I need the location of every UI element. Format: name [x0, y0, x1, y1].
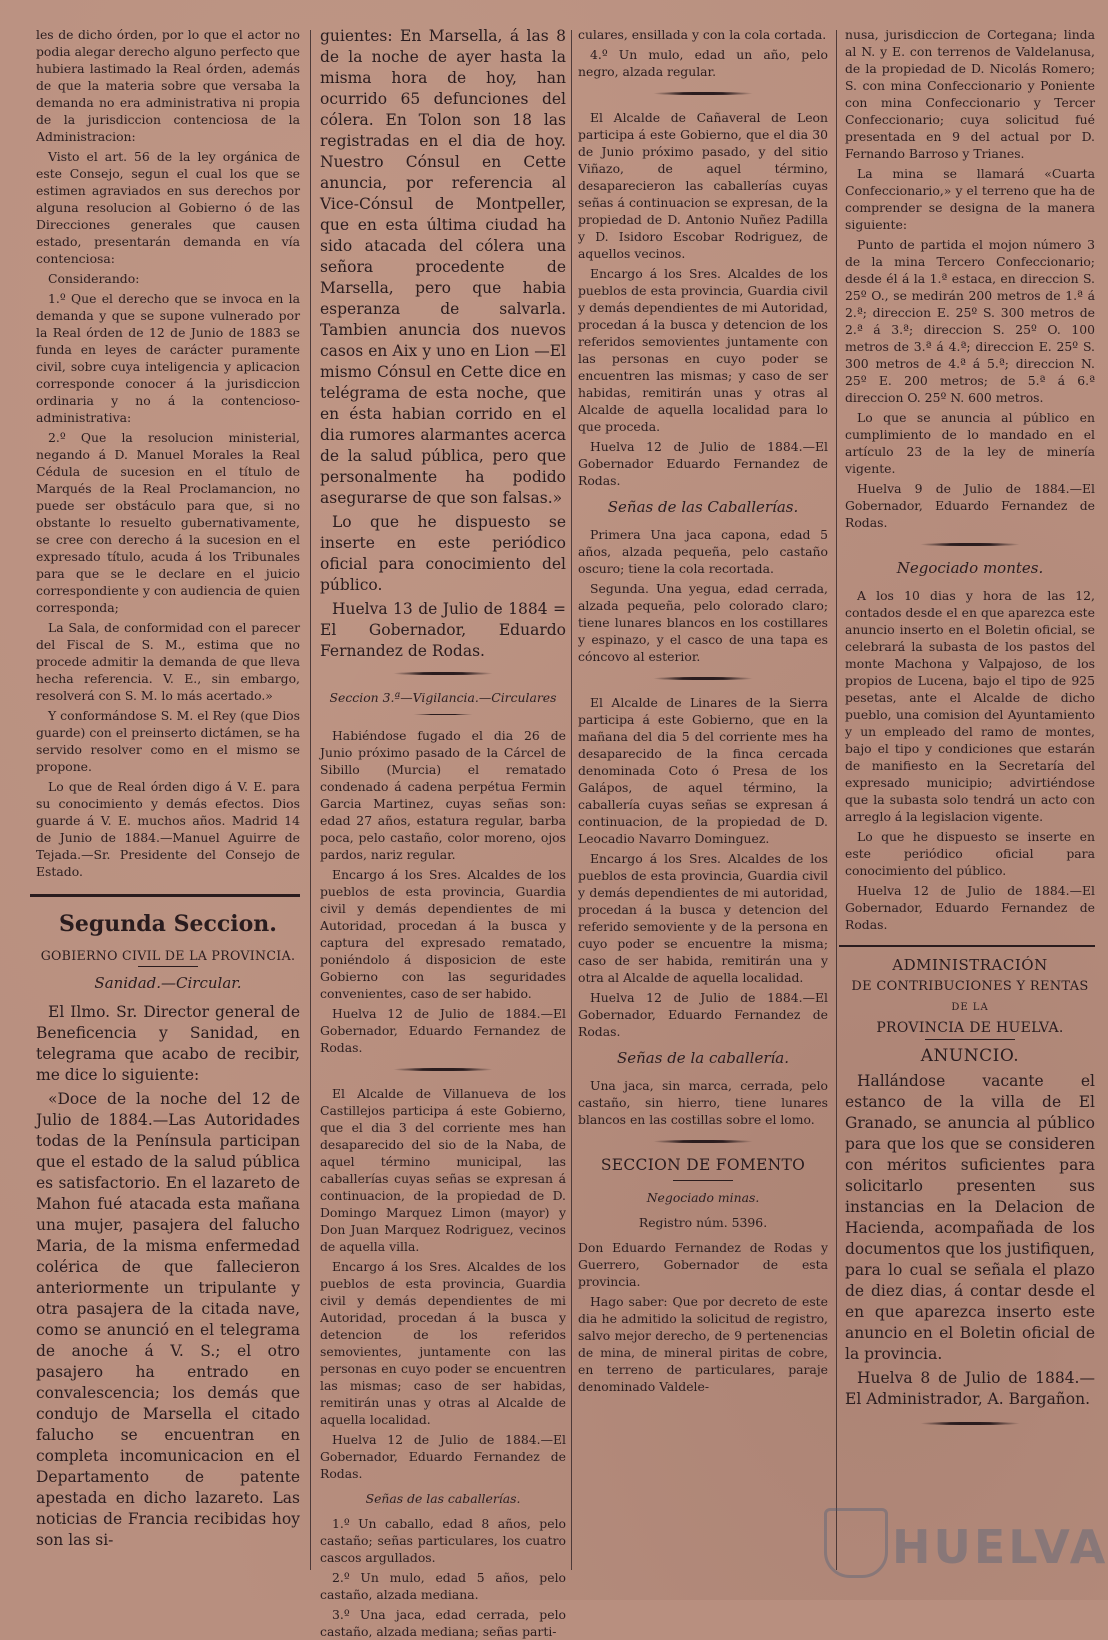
paragraph: Encargo á los Sres. Alcaldes de los pueblos de esta provincia, Guardia civil y demás dependientes de mi autoridad, procedan á la busca y detencion del referido semoviente y de la persona en cuyo poder se encuentre la misma; caso de ser habida, remitirán una y otra al Alcalde de aquella localidad.	[578, 851, 828, 985]
ornament-rule	[653, 677, 753, 680]
paragraph: Don Eduardo Fernandez de Rodas y Guerrero, Gobernador de esta provincia.	[578, 1240, 828, 1289]
paragraph: 3.º Una jaca, edad cerrada, pelo castaño, alzada mediana; señas parti-	[320, 1607, 566, 1639]
paragraph: 4.º Un mulo, edad un año, pelo negro, alzada regular.	[578, 47, 828, 79]
short-rule	[925, 1039, 1015, 1040]
paragraph: Lo que se anuncia al público en cumplimiento de lo mandado en el artículo 23 de la ley de minería vigente.	[845, 410, 1095, 476]
paragraph: El Ilmo. Sr. Director general de Beneficencia y Sanidad, en telegrama que acabo de recibir, me dice lo siguiente:	[36, 1003, 300, 1084]
montes-heading: Negociado montes.	[896, 559, 1044, 577]
paragraph: Huelva 12 de Julio de 1884.—El Gobernador, Eduardo Fernandez de Rodas.	[320, 1006, 566, 1055]
contribuciones-heading: DE CONTRIBUCIONES Y RENTAS	[851, 979, 1089, 994]
senas-heading: Señas de las caballerías.	[365, 1491, 521, 1506]
section-rule	[839, 945, 1095, 947]
section-title: Segunda Seccion.	[59, 911, 277, 937]
paragraph: Habiéndose fugado el dia 26 de Junio próximo pasado de la Cárcel de Sibillo (Murcia) el rematado condenado á cadena perpétua Fermin Garcia Martinez, cuyas señas son: edad 27 años, estatura regular, barba poca, pelo castaño, color moreno, ojos pardos, nariz regular.	[320, 728, 566, 862]
column-1	[36, 26, 300, 1590]
paragraph: Huelva 13 de Julio de 1884 = El Gobernador, Eduardo Fernandez de Rodas.	[320, 600, 566, 660]
ornament-rule	[653, 92, 753, 95]
paragraph: Una jaca, sin marca, cerrada, pelo castaño, sin hierro, tiene lunares blancos en las costillas sobre el lomo.	[578, 1078, 828, 1127]
ornament-rule	[653, 1140, 753, 1143]
paragraph: Huelva 9 de Julio de 1884.—El Gobernador, Eduardo Fernandez de Rodas.	[845, 481, 1095, 530]
short-rule	[413, 714, 473, 715]
paragraph: Lo que de Real órden digo á V. E. para su conocimiento y demás efectos. Dios guarde á V. E. muchos años. Madrid 14 de Junio de 1884.—Manuel Aguirre de Tejada.—Sr. Presidente del Consejo de Estado.	[36, 779, 300, 879]
paragraph: Segunda. Una yegua, edad cerrada, alzada pequeña, pelo colorado claro; tiene lunares blancos en los costillares y espinazo, y el casco de una tapa es cóncovo al esterior.	[578, 581, 828, 664]
registro-number: Registro núm. 5396.	[638, 1215, 768, 1230]
paragraph: Hago saber: Que por decreto de este dia he admitido la solicitud de registro, salvo mejor derecho, de 9 pertenencias de mina, de mineral piritas de cobre, en terreno de particulares, paraje denominado Valdele-	[578, 1294, 828, 1394]
sanidad-heading: Sanidad.—Circular.	[94, 974, 242, 992]
paragraph: A los 10 dias y hora de las 12, contados desde el en que aparezca este anuncio inserto en el Boletin oficial, se celebrará la subasta de los pastos del monte Machona y Valpajoso, de los propios de Lucena, bajo el tipo de 925 pesetas, ante el Alcalde de dicho pueblo, una comision del Ayuntamiento y un empleado del ramo de montes, bajo el tipo y condiciones que estarán de manifiesto en la Secretaría del expresado municipio; advirtiéndose que la subasta solo tendrá un acto con arreglo á la legislacion vigente.	[845, 588, 1095, 824]
shield-icon	[824, 1508, 888, 1578]
paragraph: Huelva 12 de Julio de 1884.—El Gobernador Eduardo Fernandez de Rodas.	[578, 439, 828, 488]
paragraph: Y conformándose S. M. el Rey (que Dios guarde) con el preinserto dictámen, se ha servido resolver como en el mismo se propone.	[36, 708, 300, 774]
paragraph: nusa, jurisdiccion de Cortegana; linda al N. y E. con terrenos de Valdelanusa, de la propiedad de D. Nicolás Romero; S. con mina Confeccionario y Poniente con mina Confeccionario y Tercer Confeccionario; cuya solicitud fué presentada en 9 del actual por D. Fernando Barroso y Trianes.	[845, 27, 1095, 161]
column-3	[578, 26, 828, 1590]
column-2	[320, 26, 566, 1639]
paragraph: Hallándose vacante el estanco de la villa de El Granado, se anuncia al público para que los que se consideren con méritos suficientes para solicitarlo presenten sus instancias en la Delacion de Hacienda, acompañada de los documentos que los justifiquen, para lo cual se señala el plazo de diez dias, á contar desde el en que aparezca inserto este anuncio en el Boletin oficial de la provincia.	[845, 1072, 1095, 1363]
paragraph: Primera Una jaca capona, edad 5 años, alzada pequeña, pelo castaño oscuro; tiene la cola recortada.	[578, 527, 828, 576]
paragraph: El Alcalde de Villanueva de los Castillejos participa á este Gobierno, que el dia 3 del corriente mes han desaparecido del sio de la Naba, de aquel término municipal, las caballerías cuyas señas se expresan á continuacion, de la propiedad de D. Domingo Marquez Limon (mayor) y Don Juan Marquez Rodriguez, vecinos de aquella villa.	[320, 1086, 566, 1254]
paragraph: Huelva 12 de Julio de 1884.—El Gobernador, Eduardo Fernandez de Rodas.	[320, 1432, 566, 1481]
column-divider	[836, 30, 837, 1570]
paragraph: Considerando:	[48, 271, 140, 286]
paragraph: les de dicho órden, por lo que el actor no podia alegar derecho alguno perfecto que hubiera lastimado la Real órden, además de que la materia sobre que versaba la demanda no era administrativa ni propia de la jurisdiccion contenciosa de la Administracion:	[36, 27, 300, 144]
seccion3-heading: Seccion 3.ª—Vigilancia.—Circulares	[329, 690, 557, 705]
gobierno-heading: GOBIERNO CIVIL DE LA PROVINCIA.	[40, 948, 296, 963]
paragraph: Punto de partida el mojon número 3 de la mina Tercero Confeccionario; desde él á la 1.ª estaca, en direccion S. 25º O., se medirán 200 metros de 1.ª á 2.ª; direccion E. 25º S. 300 metros de 2.ª á 3.ª; direccion S. 25º O. 100 metros de 3.ª á 4.ª; direccion E. 25º S. 300 metros de 4.ª á 5.ª; direccion N. 25º E. 200 metros; de 5.ª á 6.ª direccion O. 25º N. 600 metros.	[845, 237, 1095, 405]
paragraph: Encargo á los Sres. Alcaldes de los pueblos de esta provincia, Guardia civil y demás dependientes de mi Autoridad, procedan á la busca y detencion de los referidos semovientes, juntamente con las personas en cuyo poder se encuentren las mismas; caso de ser habidas, remitirán unas y otras al Alcalde de aquella localidad.	[320, 1259, 566, 1427]
paragraph: El Alcalde de Cañaveral de Leon participa á este Gobierno, que el dia 30 de Junio próximo pasado, y del sitio Viñazo, de aquel término, desaparecieron las caballerías cuyas señas á continuacion se expresan, de la propiedad de D. Antonio Nuñez Padilla y D. Isidoro Escobar Rodriguez, de aquellos vecinos.	[578, 110, 828, 261]
paragraph: Lo que he dispuesto se inserte en este periódico oficial para conocimiento del público.	[320, 513, 566, 594]
column-divider	[310, 30, 311, 1570]
provincia-heading: PROVINCIA DE HUELVA.	[876, 1020, 1064, 1036]
paragraph: 1.º Que el derecho que se invoca en la demanda y que se supone vulnerado por la Real órden de 12 de Junio de 1883 se funda en leyes de carácter puramente civil, sobre cuya inteligencia y aplicacion corresponde conocer á la jurisdiccion ordinaria y no á la contencioso-administrativa:	[36, 291, 300, 425]
column-divider	[571, 30, 572, 1570]
minas-heading: Negociado minas.	[646, 1190, 760, 1205]
administracion-heading: ADMINISTRACIÓN	[892, 956, 1048, 974]
paragraph: 2.º Un mulo, edad 5 años, pelo castaño, alzada mediana.	[320, 1570, 566, 1602]
senas-heading: Señas de la caballería.	[616, 1049, 790, 1067]
ornament-rule	[920, 543, 1020, 546]
paragraph: Lo que he dispuesto se inserte en este periódico oficial para conocimiento del público.	[845, 829, 1095, 878]
paragraph: La mina se llamará «Cuarta Confeccionario,» y el terreno que ha de comprender se designa de la manera siguiente:	[845, 166, 1095, 232]
ornament-rule	[393, 672, 493, 675]
ornament-rule	[393, 1068, 493, 1071]
paragraph: culares, ensillada y con la cola cortada.	[578, 27, 827, 42]
column-4	[845, 26, 1095, 1590]
paragraph: Huelva 8 de Julio de 1884.—El Administrador, A. Bargañon.	[845, 1369, 1095, 1408]
senas-heading: Señas de las Caballerías.	[607, 498, 799, 516]
short-rule	[673, 1180, 733, 1181]
paragraph: La Sala, de conformidad con el parecer del Fiscal de S. M., estima que no procede admitir la demanda de que lleva hecha referencia. V. E., sin embargo, resolverá con S. M. lo más acertado.»	[36, 620, 300, 703]
paragraph: Visto el art. 56 de la ley orgánica de este Consejo, segun el cual los que se estimen agraviados en sus derechos por alguna resolucion al Gobierno ó de las Direcciones generales que causen estado, presentarán demanda en vía contenciosa:	[36, 149, 300, 266]
watermark-text: HUELVA	[892, 1520, 1108, 1574]
de-la-heading: DE LA	[951, 1002, 989, 1013]
paragraph: 1.º Un caballo, edad 8 años, pelo castaño; señas particulares, los cuatro cascos argullados.	[320, 1516, 566, 1565]
paragraph: Encargo á los Sres. Alcaldes de los pueblos de esta provincia, Guardia civil y demás dependientes de mi Autoridad, procedan á la busca y captura del expresado rematado, poniéndolo á disposicion de este Gobierno con las seguridades convenientes, caso de ser habido.	[320, 867, 566, 1001]
paragraph: guientes: En Marsella, á las 8 de la noche de ayer hasta la misma hora de hoy, han ocurrido 65 defunciones del cólera. En Tolon son 18 las registradas en el dia de hoy. Nuestro Cónsul en Cette anuncia, por referencia al Vice-Cónsul de Montpeller, que en esta última ciudad ha sido atacada del cólera una señora procedente de Marsella, pero que habia esperanza de salvarla. Tambien anuncia dos nuevos casos en Aix y uno en Lion —El mismo Cónsul en Cette dice en telégrama de esta noche, que en ésta habian corrido en el dia rumores alarmantes acerca de la salud pública, pero que personalmente ha podido asegurarse de que son falsas.»	[320, 27, 566, 507]
paragraph: El Alcalde de Linares de la Sierra participa á este Gobierno, que en la mañana del dia 5 del corriente mes ha desaparecido de la finca cercada denominada Coto ó Presa de los Galápos, de aquel término, la caballería cuyas señas se expresan á continuacion, de la propiedad de D. Leocadio Navarro Dominguez.	[578, 695, 828, 846]
short-rule	[138, 966, 198, 967]
paragraph: Encargo á los Sres. Alcaldes de los pueblos de esta provincia, Guardia civil y demás dependientes de mi Autoridad, procedan á la busca y detencion de los referidos semovientes juntamente con las personas en cuyo poder se encuentren las mismas; y caso de ser habidas, remitirán unas y otras al Alcalde de aquella localidad para lo que proceda.	[578, 266, 828, 434]
section-rule	[30, 894, 300, 897]
paragraph: 2.º Que la resolucion ministerial, negando á D. Manuel Morales la Real Cédula de sucesion en el título de Marqués de la Real Proclamancion, no puede ser obstáculo para que, si no obstante lo resuelto gubernativamente, se cree con derecho á la sucesion en el expresado título, acuda á los Tribunales para que se le declare en el juicio correspondiente y con audiencia de quien corresponda;	[36, 430, 300, 615]
anuncio-heading: ANUNCIO.	[920, 1046, 1020, 1066]
fomento-heading: SECCION DE FOMENTO	[600, 1156, 806, 1174]
paragraph: Huelva 12 de Julio de 1884.—El Gobernador, Eduardo Fernandez de Rodas.	[578, 990, 828, 1039]
paragraph: Huelva 12 de Julio de 1884.—El Gobernador, Eduardo Fernandez de Rodas.	[845, 883, 1095, 932]
paragraph: «Doce de la noche del 12 de Julio de 1884.—Las Autoridades todas de la Península participan que el estado de la salud pública es satisfactorio. En el lazareto de Mahon fué atacada esta mañana una mujer, pasajera del falucho Maria, de la misma enfermedad colérica de que fallecieron anteriormente un tripulante y otra pasajera de la citada nave, como se anunció en el telegrama de anoche á V. S.; el otro pasajero ha entrado en convalescencia; los demás que condujo de Marsella el citado falucho se encuentran en completa incomunicacion en el Departamento de patente apestada en dicho lazareto. Las noticias de Francia recibidas hoy son las si-	[36, 1090, 300, 1549]
archive-watermark-logo	[822, 1500, 1108, 1580]
ornament-rule	[920, 1422, 1020, 1425]
